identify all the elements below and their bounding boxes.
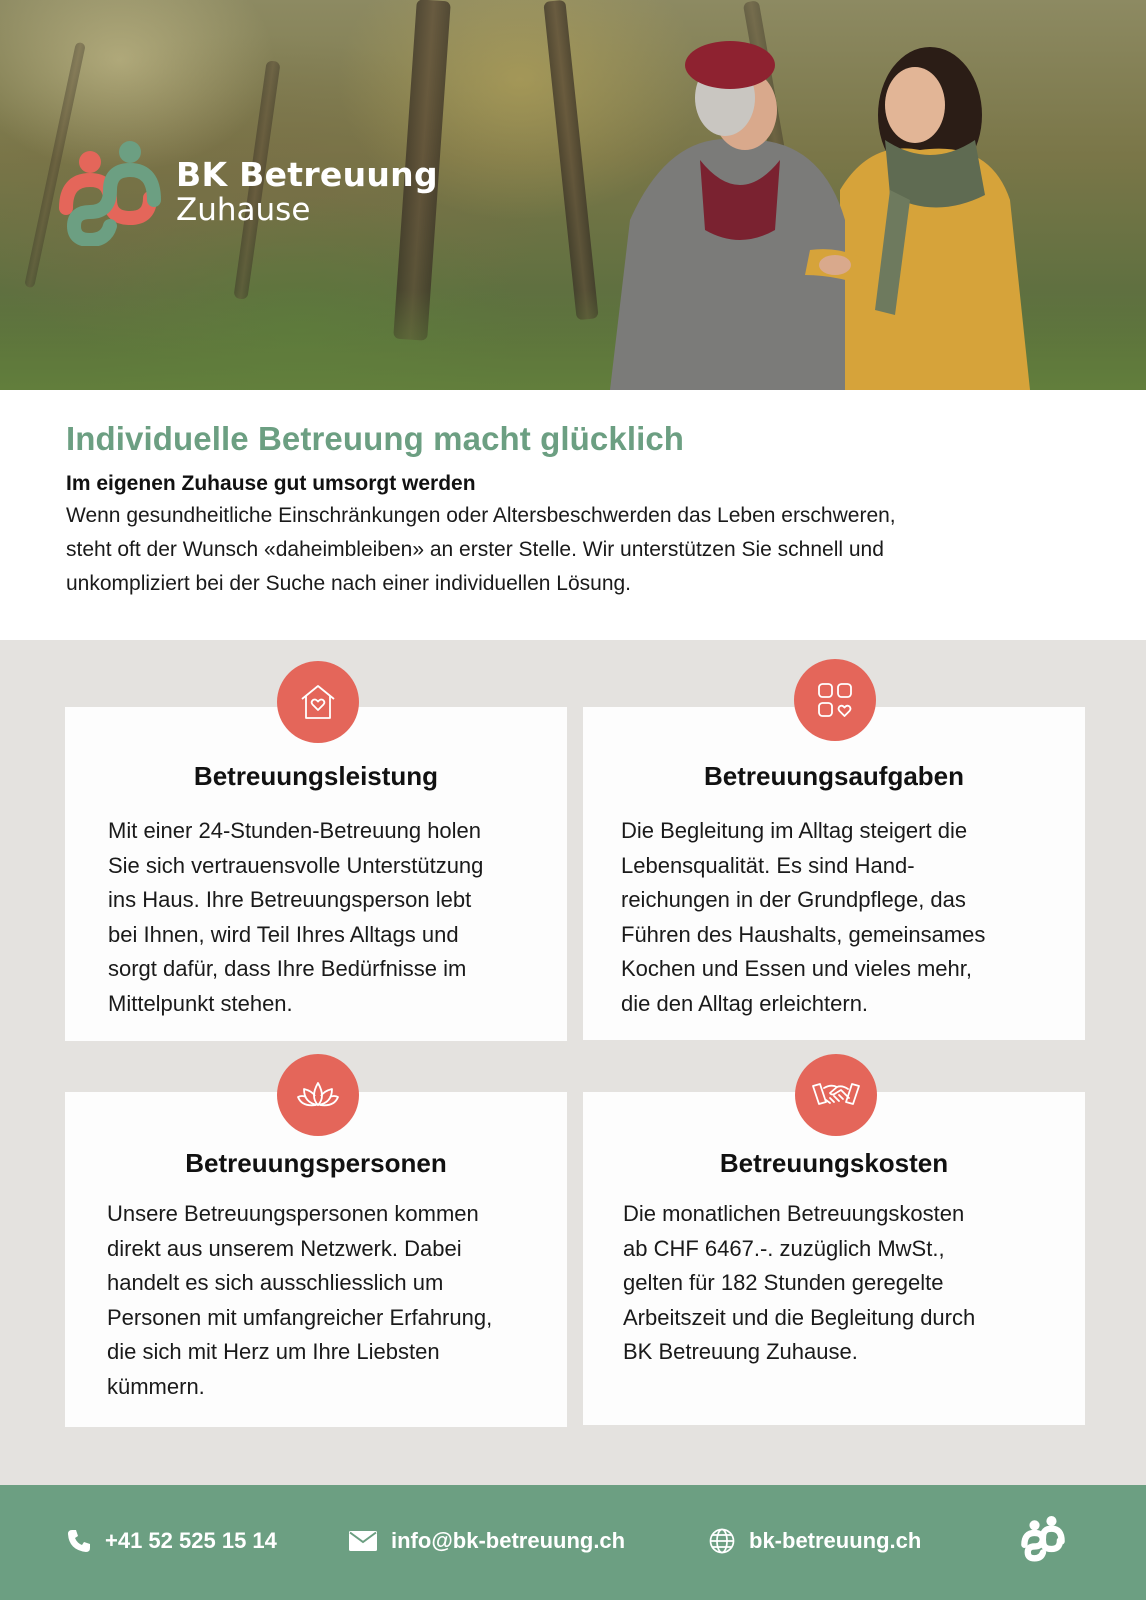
- card-title: Betreuungspersonen: [185, 1148, 447, 1178]
- globe-icon: [709, 1528, 735, 1554]
- services-section: [0, 640, 1146, 1485]
- intro-line: steht oft der Wunsch «daheimbleiben» an erster Stelle. Wir unterstützen Sie schnell und: [66, 538, 884, 561]
- intro-body: [66, 499, 1066, 601]
- card-text: Unsere Betreuungspersonen kommen direkt aus unserem Netzwerk. Dabei handelt es sich ausschliesslich um Personen mit umfangreicher Erfahrung, die sich mit Herz um Ihre Liebsten kümmern.: [107, 1201, 493, 1399]
- brand-name-line2: Zuhause: [176, 192, 311, 228]
- intro-section: [66, 420, 1066, 601]
- email-address: info@bk-betreuung.ch: [391, 1528, 626, 1553]
- hero-image: [0, 0, 1146, 390]
- card-betreuungsleistung: [65, 707, 567, 1041]
- website-url: bk-betreuung.ch: [749, 1528, 922, 1553]
- card-text: Mit einer 24-Stunden-Betreuung holen Sie sich vertrauensvolle Unterstützung ins Haus. Ihre Betreuungsperson lebt bei Ihnen, wird Teil Ihres Alltags und sorgt dafür, dass Ihre Bedürfnisse im Mittelpunkt stehen.: [108, 818, 484, 1016]
- footer-phone[interactable]: [67, 1528, 277, 1554]
- card-text: Die Begleitung im Alltag steigert die Lebensqualität. Es sind Hand- reichungen in der Grundpflege, das Führen des Haushalts, gemeinsames Kochen und Essen und vieles mehr, die den Alltag erleichtern.: [621, 818, 986, 1016]
- brand-logo: [58, 138, 438, 246]
- contact-footer: [0, 1485, 1146, 1600]
- people-illustration: [590, 20, 1070, 390]
- grid-heart-icon: [794, 659, 876, 741]
- logo-mark-icon: [58, 138, 162, 246]
- footer-website[interactable]: [709, 1528, 921, 1554]
- handshake-icon: [795, 1054, 877, 1136]
- card-betreuungsaufgaben: [583, 707, 1085, 1040]
- house-heart-icon: [277, 661, 359, 743]
- intro-title: Individuelle Betreuung macht glücklich: [66, 420, 685, 457]
- footer-email[interactable]: [349, 1528, 625, 1554]
- card-title: Betreuungskosten: [719, 1148, 949, 1178]
- lotus-icon: [277, 1054, 359, 1136]
- brand-name-line1: BK Betreuung: [176, 155, 438, 194]
- intro-line: unkompliziert bei der Suche nach einer individuellen Lösung.: [66, 572, 632, 595]
- card-title: Betreuungsleistung: [193, 761, 439, 791]
- card-title: Betreuungsaufgaben: [703, 761, 965, 791]
- intro-subtitle: Im eigenen Zuhause gut umsorgt werden: [66, 472, 476, 495]
- card-text: Die monatlichen Betreuungskosten ab CHF 6467.-. zuzüglich MwSt., gelten für 182 Stunden geregelte Arbeitszeit und die Begleitung durch BK Betreuung Zuhause.: [623, 1201, 976, 1365]
- intro-line: Wenn gesundheitliche Einschränkungen oder Altersbeschwerden das Leben erschweren,: [66, 504, 896, 527]
- footer-logo-icon: [1021, 1514, 1065, 1562]
- phone-number: +41 52 525 15 14: [105, 1528, 277, 1553]
- phone-icon: [67, 1529, 91, 1553]
- mail-icon: [349, 1531, 377, 1551]
- card-betreuungspersonen: [65, 1092, 567, 1427]
- card-betreuungskosten: [583, 1092, 1085, 1425]
